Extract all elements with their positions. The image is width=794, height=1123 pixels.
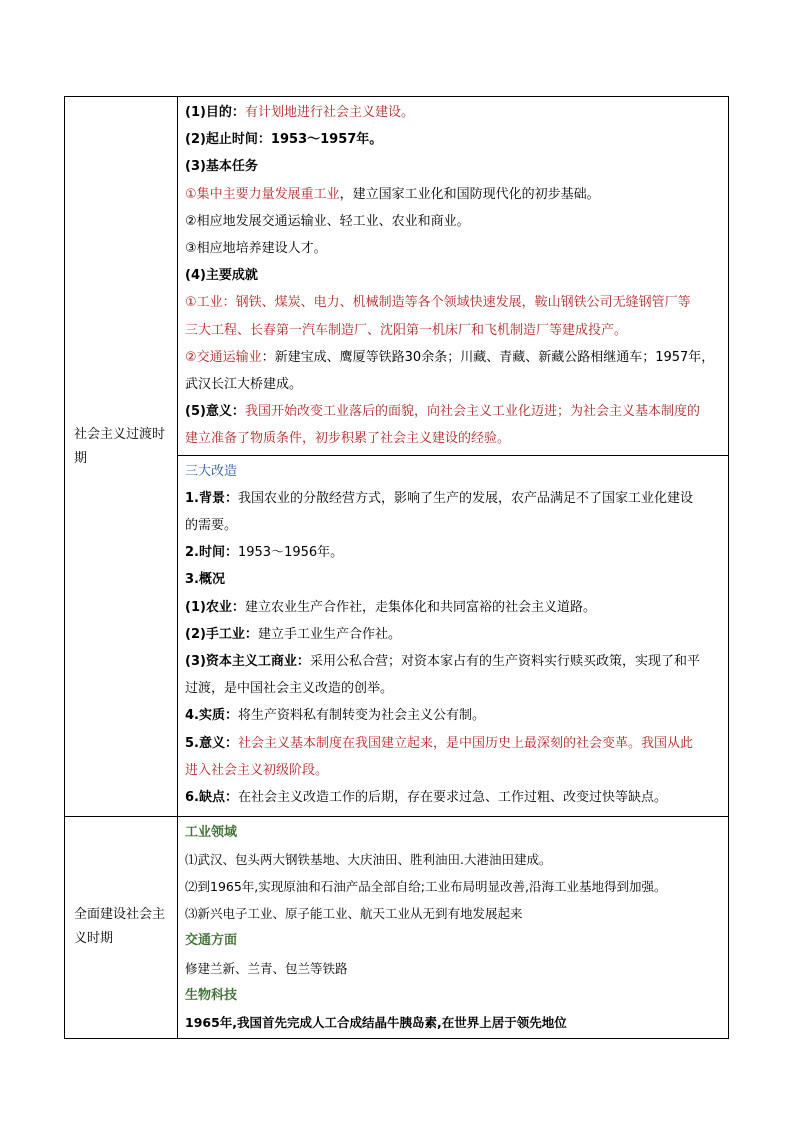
list-item: ⑵到1965年,实现原油和石油产品全部自给;工业布局明显改善,沿海工业基地得到加强。 xyxy=(185,879,667,895)
item-highlight: ②交通运输业 xyxy=(185,349,262,365)
list-item xyxy=(185,594,720,621)
item-text: 社会主义基本制度在我国建立起来，是中国历史上最深刻的社会变革。我国从此 xyxy=(237,735,693,751)
item-text: 我国农业的分散经营方式，影响了生产的发展，农产品满足不了国家工业化建设 xyxy=(237,490,693,506)
item-text: ，建立国家工业化和国防现代化的初步基础。 xyxy=(339,186,600,202)
list-item: 修建兰新、兰青、包兰等铁路 xyxy=(185,960,348,976)
list-item xyxy=(185,702,720,729)
item-text: 我国开始改变工业落后的面貌，向社会主义工业化迈进；为社会主义基本制度的 xyxy=(244,404,700,420)
list-item xyxy=(185,784,720,811)
row-content xyxy=(178,816,729,1039)
item-text: 建立手工业生产合作社。 xyxy=(257,626,401,642)
item-text: 采用公私合营；对资本家占有的生产资料实行赎买政策，实现了和平 xyxy=(309,654,700,670)
list-item: 的需要。 xyxy=(185,518,238,534)
section-heading: 工业领域 xyxy=(185,824,238,840)
list-item: ⑶新兴电子工业、原子能工业、航天工业从无到有地发展起来 xyxy=(185,906,523,922)
row-label xyxy=(65,816,178,1039)
list-item: (4)主要成就 xyxy=(185,268,258,284)
list-item xyxy=(185,485,720,512)
item-heading: 4.实质： xyxy=(185,708,238,724)
list-item: 过渡，是中国社会主义改造的创举。 xyxy=(185,681,394,697)
item-heading: 6.缺点： xyxy=(185,790,238,806)
item-text: 1953～1956年。 xyxy=(237,545,344,561)
item-heading: 1.背景： xyxy=(185,490,238,506)
item-heading: (3)资本主义工商业： xyxy=(185,654,310,670)
item-heading: 5.意义： xyxy=(185,735,238,751)
list-item xyxy=(185,344,720,371)
list-item: (2)起止时间：1953～1957年。 xyxy=(185,132,383,148)
item-text: 建立农业生产合作社，走集体化和共同富裕的社会主义道路。 xyxy=(244,599,596,615)
row-label-text: 社会主义过渡时期 xyxy=(74,427,166,467)
list-item xyxy=(185,99,720,126)
list-item xyxy=(185,398,720,425)
item-heading: (2)手工业： xyxy=(185,626,258,642)
item-text: 在社会主义改造工作的后期，存在要求过急、工作过粗、改变过快等缺点。 xyxy=(237,790,667,806)
list-item: ②相应地发展交通运输业、轻工业、农业和商业。 xyxy=(185,213,470,229)
item-text: 将生产资料私有制转变为社会主义公有制。 xyxy=(237,708,485,724)
item-heading: 2.时间： xyxy=(185,545,238,561)
list-item: ①工业：钢铁、煤炭、电力、机械制造等各个领域快速发展，鞍山钢铁公司无缝钢管厂等 xyxy=(185,295,691,311)
list-item xyxy=(185,730,720,757)
row-content xyxy=(178,97,729,456)
list-item: 进入社会主义初级阶段。 xyxy=(185,762,329,778)
section-heading: 交通方面 xyxy=(185,933,238,949)
list-item: 1965年,我国首先完成人工合成结晶牛胰岛素,在世界上居于领先地位 xyxy=(185,1015,567,1031)
list-item: ③相应地培养建设人才。 xyxy=(185,241,327,257)
section-heading: 生物科技 xyxy=(185,987,238,1003)
section-heading: 三大改造 xyxy=(185,463,238,479)
list-item xyxy=(185,181,720,208)
item-text: ：新建宝成、鹰厦等铁路30余条；川藏、青藏、新藏公路相继通车；1957年， xyxy=(261,349,715,365)
list-item xyxy=(185,648,720,675)
list-item: ⑴武汉、包头两大钢铁基地、大庆油田、胜利油田.大港油田建成。 xyxy=(185,851,552,867)
item-heading: (1)目的： xyxy=(185,105,245,120)
table-row xyxy=(65,816,729,1039)
item-text: 有计划地进行社会主义建设。 xyxy=(244,105,414,120)
row-content xyxy=(178,455,729,816)
row-label xyxy=(65,97,178,817)
item-highlight: ①集中主要力量发展重工业 xyxy=(185,186,340,202)
list-item xyxy=(185,539,720,566)
table-row xyxy=(65,97,729,456)
history-table xyxy=(64,96,729,1039)
item-heading: (5)意义： xyxy=(185,404,245,420)
list-item xyxy=(185,621,720,648)
list-item: (3)基本任务 xyxy=(185,159,258,175)
list-item: 三大工程、长春第一汽车制造厂、沈阳第一机床厂和飞机制造厂等建成投产。 xyxy=(185,322,628,338)
row-label-text: 全面建设社会主义时期 xyxy=(74,907,166,947)
item-heading: (1)农业： xyxy=(185,599,245,615)
list-item: 武汉长江大桥建成。 xyxy=(185,377,303,393)
list-item: 3.概况 xyxy=(185,572,225,588)
list-item: 建立准备了物质条件，初步积累了社会主义建设的经验。 xyxy=(185,431,511,447)
